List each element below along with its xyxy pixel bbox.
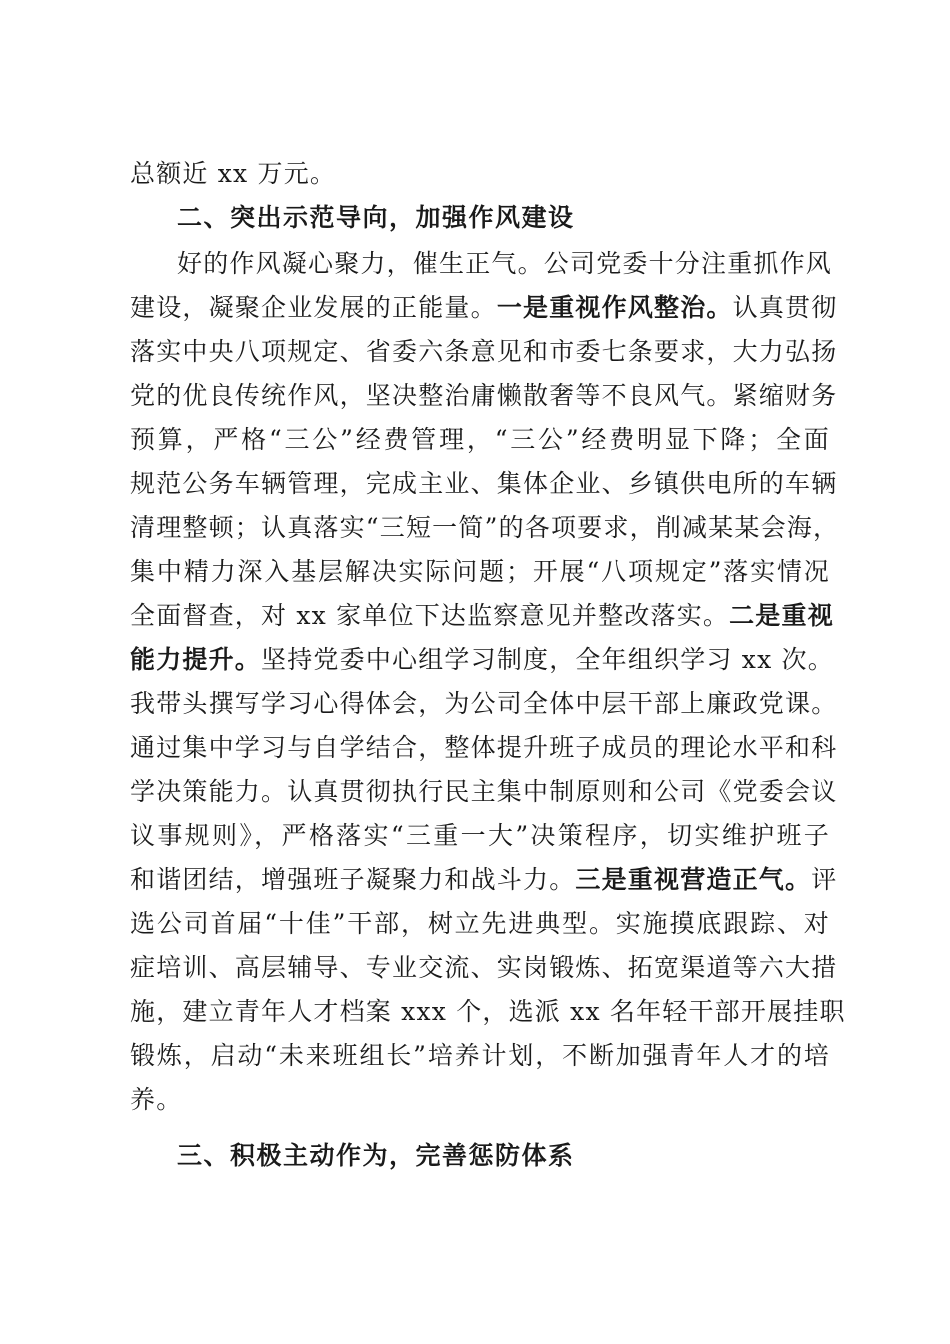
- paragraph-line: 好的作风凝心聚力，催生正气。公司党委十分注重抓作风: [177, 249, 833, 278]
- paragraph-line: 落实中央八项规定、省委六条意见和市委七条要求，大力弘扬: [130, 337, 838, 366]
- paragraph-line: 锻炼，启动“未来班组长”培养计划，不断加强青年人才的培: [130, 1041, 830, 1070]
- paragraph-line: 施，建立青年人才档案 xxx 个，选派 xx 名年轻干部开展挂职: [130, 997, 846, 1026]
- text-run: 和谐团结，增强班子凝聚力和战斗力。: [130, 865, 576, 894]
- paragraph-line: 选公司首届“十佳”干部，树立先进典型。实施摸底跟踪、对: [130, 909, 830, 938]
- paragraph-line: 预算，严格“三公”经费管理，“三公”经费明显下降；全面: [130, 425, 830, 454]
- key-point-2-cont: 能力提升。: [130, 645, 262, 674]
- paragraph-line: 集中精力深入基层解决实际问题；开展“八项规定”落实情况: [130, 557, 830, 586]
- paragraph-line: 议事规则》，严格落实“三重一大”决策程序，切实维护班子: [130, 821, 830, 850]
- key-point-1: 一是重视作风整治。: [496, 293, 733, 322]
- paragraph-line: 养。: [130, 1085, 183, 1114]
- paragraph-line: [130, 286, 838, 330]
- text-run: 认真贯彻: [732, 293, 838, 322]
- paragraph-line: 党的优良传统作风，坚决整治庸懒散奢等不良风气。紧缩财务: [130, 381, 838, 410]
- paragraph-line: 清理整顿；认真落实“三短一简”的各项要求，削减某某会海，: [130, 513, 840, 542]
- text-run: 评: [811, 865, 838, 894]
- section-3-heading: 三、积极主动作为，完善惩防体系: [177, 1141, 575, 1170]
- paragraph-line: [130, 594, 834, 638]
- key-point-2: 二是重视: [729, 601, 834, 630]
- paragraph-line: [130, 638, 834, 682]
- key-point-3: 三是重视营造正气。: [575, 865, 812, 894]
- paragraph-line: 通过集中学习与自学结合，整体提升班子成员的理论水平和科: [130, 733, 838, 762]
- paragraph-line: 症培训、高层辅导、专业交流、实岗锻炼、拓宽渠道等六大措: [130, 953, 838, 982]
- paragraph-line: 学决策能力。认真贯彻执行民主集中制原则和公司《党委会议: [130, 777, 838, 806]
- text-run: 建设，凝聚企业发展的正能量。: [130, 293, 497, 322]
- paragraph-line: 我带头撰写学习心得体会，为公司全体中层干部上廉政党课。: [130, 689, 838, 718]
- text-run: 坚持党委中心组学习制度，全年组织学习 xx 次。: [261, 645, 834, 674]
- paragraph-line: [130, 858, 838, 902]
- section-2-heading: 二、突出示范导向，加强作风建设: [177, 203, 575, 232]
- paragraph-line: 规范公务车辆管理，完成主业、集体企业、乡镇供电所的车辆: [130, 469, 838, 498]
- text-run: 全面督查，对 xx 家单位下达监察意见并整改落实。: [130, 601, 730, 630]
- intro-line: 总额近 xx 万元。: [130, 159, 337, 188]
